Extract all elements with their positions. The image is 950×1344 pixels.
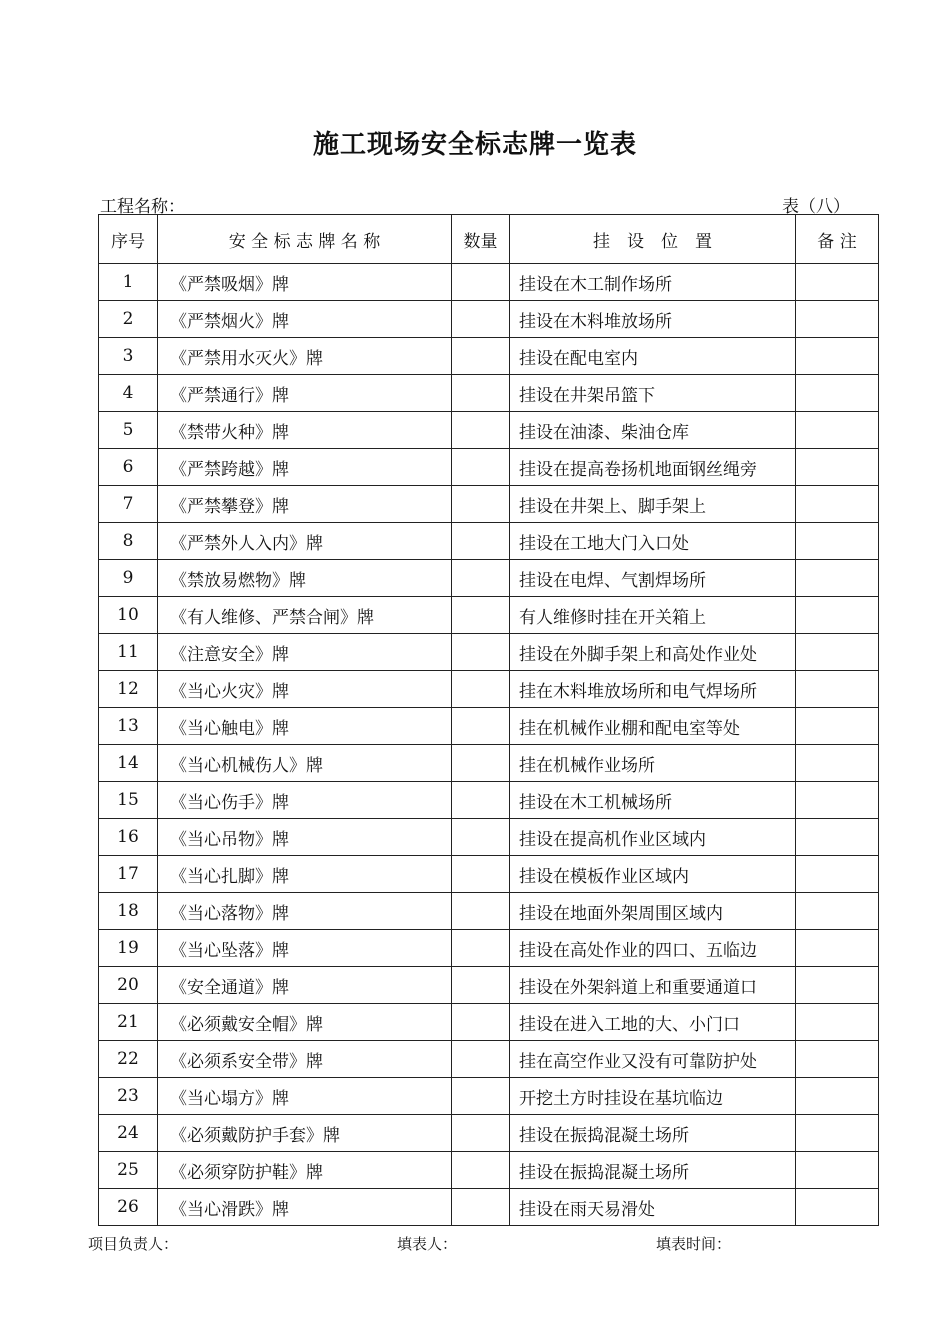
row-quantity — [452, 597, 510, 634]
row-remark — [796, 634, 879, 671]
row-remark — [796, 967, 879, 1004]
row-location: 挂设在油漆、柴油仓库 — [510, 412, 796, 449]
row-seq: 4 — [99, 375, 158, 412]
row-sign-name: 《当心坠落》牌 — [158, 930, 452, 967]
row-seq: 22 — [99, 1041, 158, 1078]
row-seq: 10 — [99, 597, 158, 634]
row-seq: 21 — [99, 1004, 158, 1041]
row-seq: 15 — [99, 782, 158, 819]
table-row — [99, 338, 879, 375]
table-row — [99, 1004, 879, 1041]
table-row — [99, 449, 879, 486]
row-quantity — [452, 930, 510, 967]
row-quantity — [452, 560, 510, 597]
row-remark — [796, 1152, 879, 1189]
row-seq: 9 — [99, 560, 158, 597]
row-quantity — [452, 338, 510, 375]
row-quantity — [452, 893, 510, 930]
row-sign-name: 《当心扎脚》牌 — [158, 856, 452, 893]
row-remark — [796, 856, 879, 893]
row-sign-name: 《有人维修、严禁合闸》牌 — [158, 597, 452, 634]
row-remark — [796, 597, 879, 634]
row-seq: 17 — [99, 856, 158, 893]
page-title: 施工现场安全标志牌一览表 — [312, 130, 637, 160]
row-quantity — [452, 856, 510, 893]
manager-label: 项目负责人： — [88, 1235, 179, 1253]
row-location: 挂设在提高卷扬机地面钢丝绳旁 — [510, 449, 796, 486]
row-sign-name: 《禁带火种》牌 — [158, 412, 452, 449]
row-location: 挂设在模板作业区域内 — [510, 856, 796, 893]
row-sign-name: 《严禁烟火》牌 — [158, 301, 452, 338]
row-location: 挂设在木工机械场所 — [510, 782, 796, 819]
row-seq: 23 — [99, 1078, 158, 1115]
row-quantity — [452, 1078, 510, 1115]
table-row — [99, 1152, 879, 1189]
table-row — [99, 597, 879, 634]
row-quantity — [452, 819, 510, 856]
row-quantity — [452, 375, 510, 412]
row-remark — [796, 930, 879, 967]
row-sign-name: 《当心伤手》牌 — [158, 782, 452, 819]
row-remark — [796, 486, 879, 523]
row-quantity — [452, 745, 510, 782]
row-location: 有人维修时挂在开关箱上 — [510, 597, 796, 634]
row-remark — [796, 264, 879, 301]
row-sign-name: 《必须穿防护鞋》牌 — [158, 1152, 452, 1189]
row-remark — [796, 338, 879, 375]
row-location: 挂设在雨天易滑处 — [510, 1189, 796, 1226]
row-sign-name: 《当心机械伤人》牌 — [158, 745, 452, 782]
row-sign-name: 《当心火灾》牌 — [158, 671, 452, 708]
form-footer — [88, 1233, 788, 1255]
row-remark — [796, 819, 879, 856]
table-row — [99, 819, 879, 856]
row-sign-name: 《必须戴安全帽》牌 — [158, 1004, 452, 1041]
header-qty: 数量 — [452, 215, 510, 264]
row-seq: 7 — [99, 486, 158, 523]
row-location: 挂设在井架上、脚手架上 — [510, 486, 796, 523]
header-seq: 序号 — [99, 215, 158, 264]
row-seq: 24 — [99, 1115, 158, 1152]
row-remark — [796, 1004, 879, 1041]
row-quantity — [452, 782, 510, 819]
row-remark — [796, 412, 879, 449]
table-header-row — [99, 215, 879, 264]
table-row — [99, 1041, 879, 1078]
header-name: 安 全 标 志 牌 名 称 — [158, 215, 452, 264]
row-sign-name: 《严禁跨越》牌 — [158, 449, 452, 486]
row-quantity — [452, 708, 510, 745]
row-sign-name: 《严禁吸烟》牌 — [158, 264, 452, 301]
row-sign-name: 《严禁用水灭火》牌 — [158, 338, 452, 375]
row-quantity — [452, 1115, 510, 1152]
table-row — [99, 1115, 879, 1152]
row-quantity — [452, 671, 510, 708]
row-remark — [796, 1115, 879, 1152]
row-seq: 5 — [99, 412, 158, 449]
table-row — [99, 1189, 879, 1226]
row-location: 挂设在外架斜道上和重要通道口 — [510, 967, 796, 1004]
row-remark — [796, 375, 879, 412]
row-location: 挂设在井架吊篮下 — [510, 375, 796, 412]
row-location: 挂在木料堆放场所和电气焊场所 — [510, 671, 796, 708]
row-location: 挂设在配电室内 — [510, 338, 796, 375]
row-location: 挂设在地面外架周围区域内 — [510, 893, 796, 930]
row-seq: 6 — [99, 449, 158, 486]
row-remark — [796, 782, 879, 819]
row-location: 挂在高空作业又没有可靠防护处 — [510, 1041, 796, 1078]
row-seq: 11 — [99, 634, 158, 671]
row-sign-name: 《禁放易燃物》牌 — [158, 560, 452, 597]
row-remark — [796, 1041, 879, 1078]
row-remark — [796, 708, 879, 745]
table-number: 表（八） — [782, 197, 850, 217]
table-row — [99, 671, 879, 708]
row-seq: 12 — [99, 671, 158, 708]
table-row — [99, 301, 879, 338]
row-seq: 14 — [99, 745, 158, 782]
table-row — [99, 1078, 879, 1115]
row-quantity — [452, 1152, 510, 1189]
row-remark — [796, 1078, 879, 1115]
row-quantity — [452, 1004, 510, 1041]
row-quantity — [452, 1041, 510, 1078]
row-quantity — [452, 1189, 510, 1226]
row-quantity — [452, 486, 510, 523]
row-location: 挂设在进入工地的大、小门口 — [510, 1004, 796, 1041]
row-remark — [796, 671, 879, 708]
table-row — [99, 856, 879, 893]
row-seq: 1 — [99, 264, 158, 301]
row-location: 挂设在高处作业的四口、五临边 — [510, 930, 796, 967]
form-meta — [100, 192, 850, 216]
filler-label: 填表人： — [397, 1235, 458, 1253]
row-remark — [796, 449, 879, 486]
row-location: 挂设在提高机作业区域内 — [510, 819, 796, 856]
row-quantity — [452, 523, 510, 560]
table-row — [99, 745, 879, 782]
row-location: 挂在机械作业棚和配电室等处 — [510, 708, 796, 745]
row-seq: 13 — [99, 708, 158, 745]
row-remark — [796, 523, 879, 560]
row-seq: 20 — [99, 967, 158, 1004]
row-seq: 2 — [99, 301, 158, 338]
table-row — [99, 782, 879, 819]
table-row — [99, 375, 879, 412]
row-location: 挂设在振捣混凝土场所 — [510, 1152, 796, 1189]
table-row — [99, 930, 879, 967]
row-location: 挂在机械作业场所 — [510, 745, 796, 782]
row-seq: 16 — [99, 819, 158, 856]
table-row — [99, 893, 879, 930]
row-seq: 8 — [99, 523, 158, 560]
row-quantity — [452, 967, 510, 1004]
header-location: 挂 设 位 置 — [510, 215, 796, 264]
table-row — [99, 523, 879, 560]
row-sign-name: 《当心滑跌》牌 — [158, 1189, 452, 1226]
row-quantity — [452, 264, 510, 301]
row-sign-name: 《当心吊物》牌 — [158, 819, 452, 856]
row-quantity — [452, 301, 510, 338]
row-quantity — [452, 449, 510, 486]
row-remark — [796, 560, 879, 597]
row-quantity — [452, 634, 510, 671]
table-row — [99, 967, 879, 1004]
row-sign-name: 《注意安全》牌 — [158, 634, 452, 671]
table-body — [99, 264, 879, 1226]
row-location: 挂设在木料堆放场所 — [510, 301, 796, 338]
table-row — [99, 634, 879, 671]
row-remark — [796, 745, 879, 782]
row-location: 开挖土方时挂设在基坑临边 — [510, 1078, 796, 1115]
fill-date-label: 填表时间： — [656, 1235, 732, 1253]
row-location: 挂设在振捣混凝土场所 — [510, 1115, 796, 1152]
row-sign-name: 《严禁通行》牌 — [158, 375, 452, 412]
row-sign-name: 《严禁外人入内》牌 — [158, 523, 452, 560]
row-sign-name: 《必须系安全带》牌 — [158, 1041, 452, 1078]
row-remark — [796, 893, 879, 930]
row-seq: 3 — [99, 338, 158, 375]
row-remark — [796, 1189, 879, 1226]
row-seq: 25 — [99, 1152, 158, 1189]
row-quantity — [452, 412, 510, 449]
table-row — [99, 708, 879, 745]
row-remark — [796, 301, 879, 338]
safety-sign-table — [98, 214, 879, 1226]
table-row — [99, 264, 879, 301]
row-location: 挂设在木工制作场所 — [510, 264, 796, 301]
project-name-label: 工程名称： — [100, 197, 185, 217]
row-sign-name: 《当心塌方》牌 — [158, 1078, 452, 1115]
row-sign-name: 《严禁攀登》牌 — [158, 486, 452, 523]
table-row — [99, 412, 879, 449]
row-seq: 19 — [99, 930, 158, 967]
row-location: 挂设在电焊、气割焊场所 — [510, 560, 796, 597]
row-seq: 18 — [99, 893, 158, 930]
row-location: 挂设在工地大门入口处 — [510, 523, 796, 560]
row-sign-name: 《当心触电》牌 — [158, 708, 452, 745]
row-sign-name: 《当心落物》牌 — [158, 893, 452, 930]
header-remark: 备 注 — [796, 215, 879, 264]
row-sign-name: 《必须戴防护手套》牌 — [158, 1115, 452, 1152]
row-sign-name: 《安全通道》牌 — [158, 967, 452, 1004]
row-location: 挂设在外脚手架上和高处作业处 — [510, 634, 796, 671]
table-row — [99, 486, 879, 523]
table-row — [99, 560, 879, 597]
row-seq: 26 — [99, 1189, 158, 1226]
